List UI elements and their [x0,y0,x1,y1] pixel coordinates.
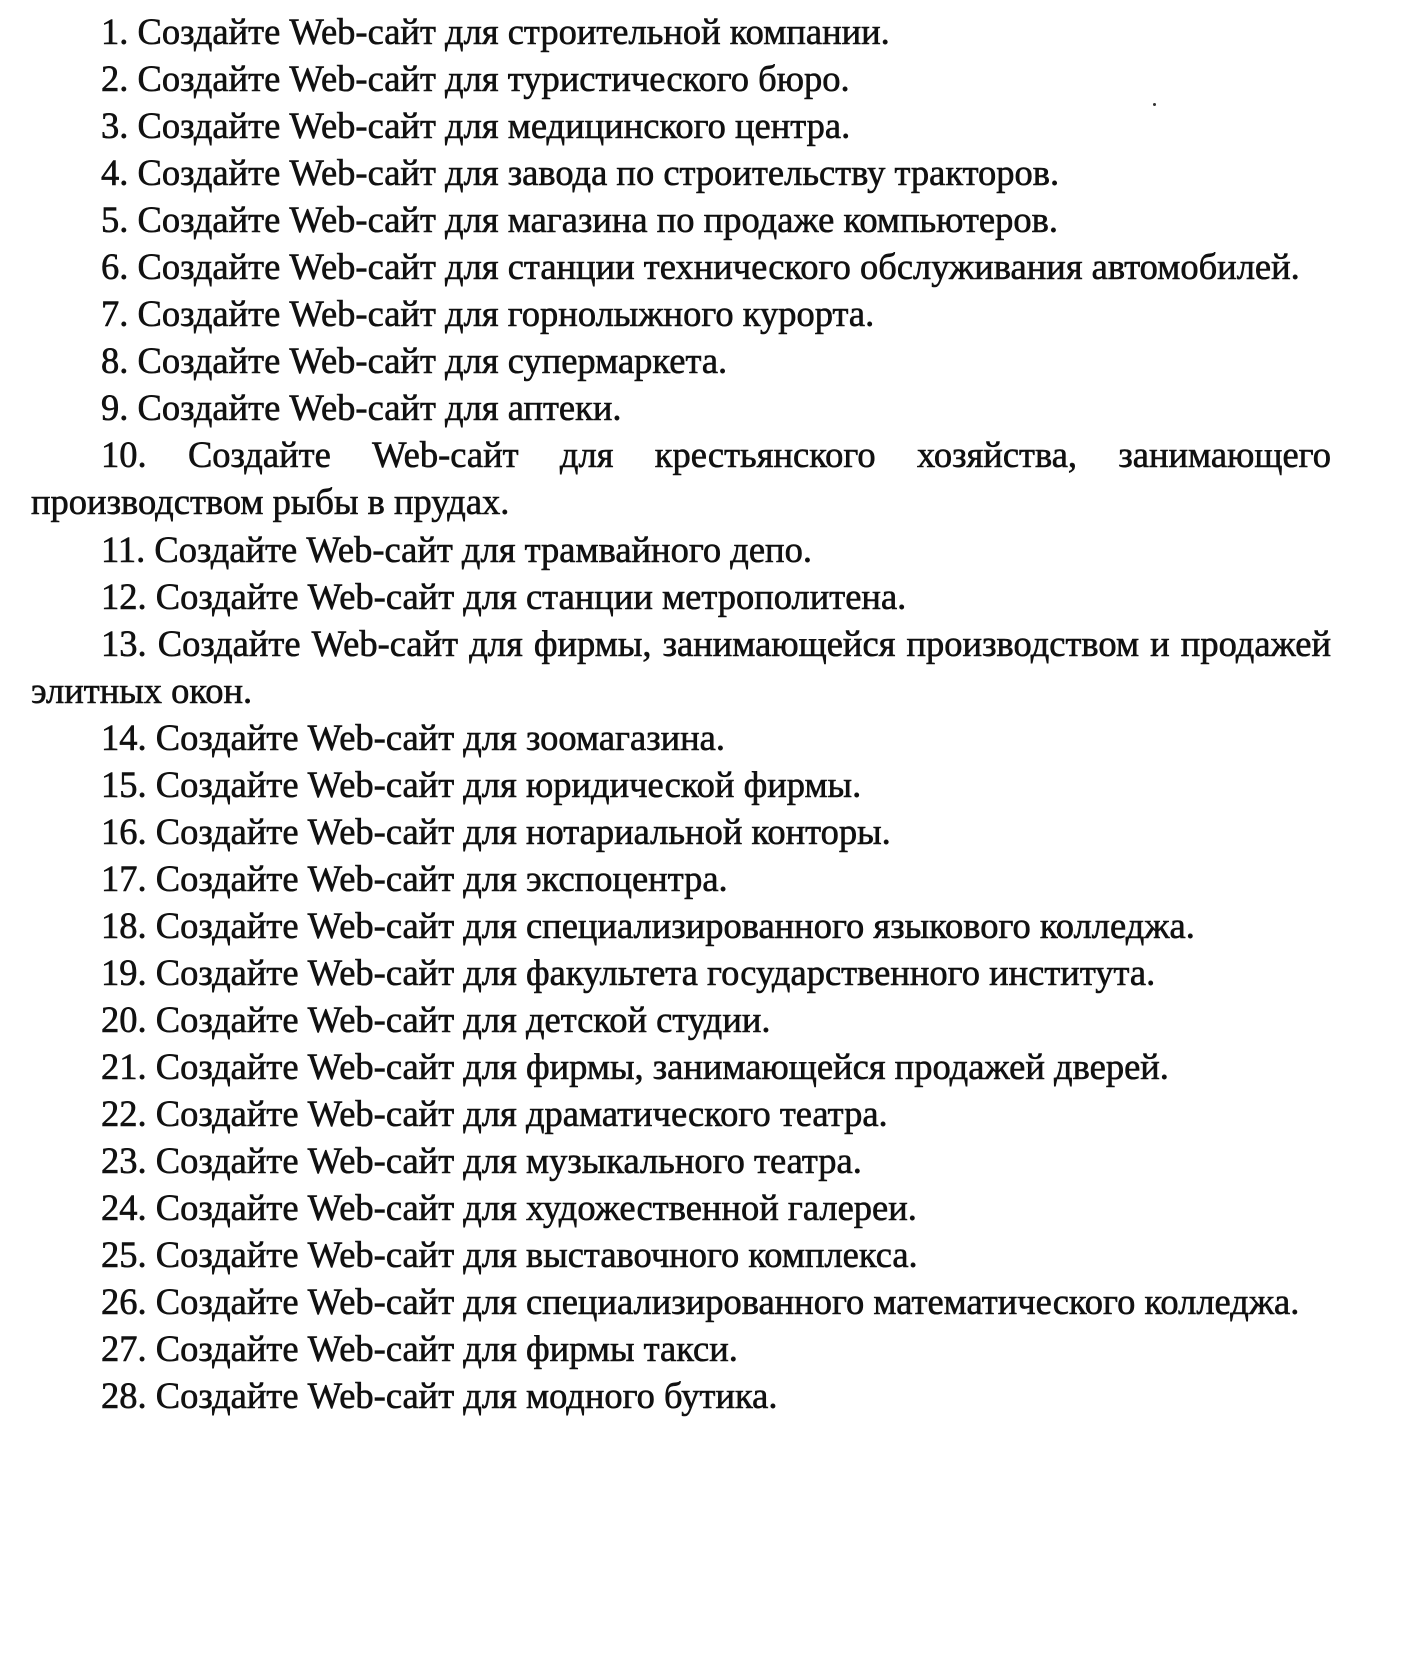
item-text: Создайте Web-сайт для художественной галереи. [155,1187,917,1229]
item-number: 10. [101,434,147,476]
list-item [31,243,1331,290]
item-text: Создайте Web-сайт для горнолыжного курорта. [137,293,875,335]
item-text: Создайте Web-сайт для трамвайного депо. [154,528,812,570]
item-text: Создайте Web-сайт для крестьянского хозяйства, занимающего производством рыбы в прудах. [31,434,1331,523]
item-number: 9. [101,387,129,429]
list-item [31,1043,1331,1090]
item-number: 5. [101,199,129,241]
item-text: Создайте Web-сайт для специализированного математического колледжа. [155,1281,1300,1323]
list-item [31,337,1331,384]
item-text: Создайте Web-сайт для нотариальной конторы. [155,810,891,852]
item-text: Создайте Web-сайт для станции технического обслуживания автомобилей. [137,246,1300,288]
item-number: 20. [101,998,147,1040]
list-item [31,196,1331,243]
list-item [31,1372,1331,1419]
item-text: Создайте Web-сайт для фирмы такси. [155,1328,738,1370]
item-text: Создайте Web-сайт для детской студии. [155,998,771,1040]
item-text: Создайте Web-сайт для фирмы, занимающейся производством и продажей элитных окон. [31,622,1332,711]
list-item [31,290,1331,337]
item-number: 7. [101,293,129,335]
list-item [31,149,1331,196]
item-number: 1. [101,11,129,52]
list-item [31,620,1331,714]
item-number: 8. [101,340,129,382]
item-number: 17. [101,857,147,899]
list-item [31,949,1331,996]
list-item [31,855,1331,902]
list-item [31,1137,1331,1184]
item-number: 11. [101,528,146,570]
item-text: Создайте Web-сайт для магазина по продаже компьютеров. [137,199,1058,241]
list-item [31,714,1331,761]
item-number: 6. [101,246,129,288]
list-item [31,1278,1331,1325]
item-text: Создайте Web-сайт для музыкального театра. [155,1140,862,1182]
item-number: 12. [101,575,147,617]
item-number: 14. [101,716,147,758]
item-number: 16. [101,810,147,852]
list-item [31,431,1331,525]
item-number: 22. [101,1093,147,1135]
item-number: 2. [101,58,129,100]
item-text: Создайте Web-сайт для юридической фирмы. [155,763,862,805]
item-text: Создайте Web-сайт для модного бутика. [155,1375,778,1417]
item-number: 3. [101,105,129,147]
item-text: Создайте Web-сайт для драматического театра. [155,1093,888,1135]
item-text: Создайте Web-сайт для супермаркета. [137,340,728,382]
item-text: Создайте Web-сайт для фирмы, занимающейся продажей дверей. [155,1046,1169,1088]
item-number: 25. [101,1234,147,1276]
item-text: Создайте Web-сайт для экспоцентра. [155,857,728,899]
item-number: 13. [101,622,147,664]
item-text: Создайте Web-сайт для выставочного комплекса. [155,1234,918,1276]
item-text: Создайте Web-сайт для строительной компании. [137,11,890,52]
list-item [31,384,1331,431]
item-number: 21. [101,1046,147,1088]
scan-speck [1153,103,1156,106]
list-item [31,808,1331,855]
list-item [31,996,1331,1043]
item-text: Создайте Web-сайт для завода по строительству тракторов. [137,152,1060,194]
item-number: 19. [101,951,147,993]
item-text: Создайте Web-сайт для медицинского центра. [137,105,851,147]
list-item [31,902,1331,949]
list-item [31,1231,1331,1278]
item-text: Создайте Web-сайт для туристического бюро. [137,58,850,100]
item-number: 28. [101,1375,147,1417]
item-number: 24. [101,1187,147,1229]
list-item [31,761,1331,808]
item-text: Создайте Web-сайт для станции метрополитена. [155,575,907,617]
item-number: 23. [101,1140,147,1182]
list-item [31,55,1331,102]
list-item [31,8,1331,55]
item-text: Создайте Web-сайт для специализированного языкового колледжа. [155,904,1195,946]
item-text: Создайте Web-сайт для факультета государственного института. [155,951,1156,993]
item-number: 4. [101,152,129,194]
task-list [31,8,1331,1419]
item-number: 27. [101,1328,147,1370]
list-item [31,1090,1331,1137]
item-number: 26. [101,1281,147,1323]
document-page [31,8,1331,1419]
item-number: 15. [101,763,147,805]
list-item [31,573,1331,620]
item-text: Создайте Web-сайт для зоомагазина. [155,716,726,758]
item-text: Создайте Web-сайт для аптеки. [137,387,622,429]
list-item [31,102,1331,149]
list-item [31,526,1331,573]
list-item [31,1184,1331,1231]
list-item [31,1325,1331,1372]
item-number: 18. [101,904,147,946]
